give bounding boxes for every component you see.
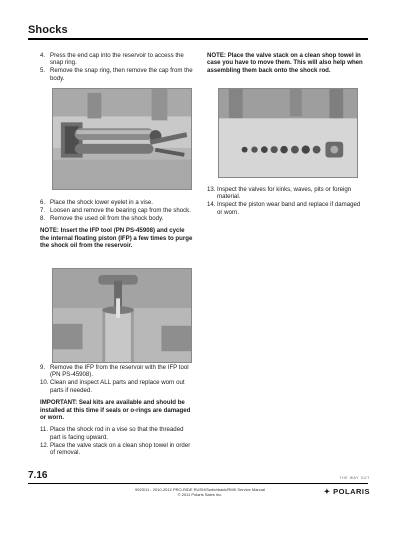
photo-shock-vise (52, 88, 192, 190)
step-item: 13. Inspect the valves for kinks, waves, pits or foreign material. (207, 186, 352, 201)
important-note: IMPORTANT: Seal kits are available and should be installed at this time if seals or o-rings are damaged or worn. (40, 399, 191, 422)
star-icon: ✦ (323, 487, 334, 496)
steps-block-a (40, 52, 195, 83)
step-item: 4. Press the end cap into the reservoir to access the snap ring. (40, 52, 184, 67)
step-item: 7. Loosen and remove the bearing cap from the shock. (40, 207, 191, 214)
steps-block-b (40, 199, 195, 250)
polaris-logo (300, 476, 370, 499)
step-item: 12. Place the valve stack on a clean shop towel in order of removal. (40, 441, 191, 457)
brand-name: ✦ POLARIS (323, 487, 370, 496)
footer-manual-info (100, 487, 300, 497)
step-item: 8. Remove the used oil from the shock body. (40, 215, 164, 222)
note-valve: NOTE: Place the valve stack on a clean shop towel in case you have to move them. This will also help when assembling them back onto the shock rod. (207, 52, 363, 74)
photo-valve-stack (218, 88, 358, 178)
manual-line: 9923/11 - 2010-2012 PRO-RIDE RUSH/Switchback/RMK Service Manual (135, 487, 265, 492)
section-title: Shocks (28, 24, 68, 36)
header-rule (28, 38, 368, 40)
steps-block-c (40, 364, 195, 457)
step-item: 11. Place the shock rod in a vise so that the threaded part is facing upward. (40, 426, 184, 441)
step-item: 6. Place the shock lower eyelet in a vise. (40, 199, 153, 206)
note-ifp: NOTE: Insert the IFP tool (PN PS-45908) and cycle the internal floating piston (IFP) a few times to purge the shock oil from the reservoir. (40, 227, 193, 250)
photo-ifp-tool (52, 268, 192, 363)
page-number: 7.16 (28, 470, 48, 481)
step-item: 9. Remove the IFP from the reservoir with the IFP tool (PN PS-45908). (40, 364, 189, 379)
note-valve-block (207, 52, 364, 74)
brand-tagline: THE WAY OUT (339, 476, 370, 480)
page-header (28, 24, 368, 40)
step-item: 10. Clean and inspect ALL parts and replace worn out parts if needed. (40, 379, 185, 394)
steps-block-right (207, 186, 364, 217)
step-item: 14. Inspect the piston wear band and replace if damaged or worn. (207, 201, 361, 216)
step-item: 5. Remove the snap ring, then remove the cap from the body. (40, 67, 193, 82)
copyright-line: © 2011 Polaris Sales Inc. (177, 492, 223, 497)
